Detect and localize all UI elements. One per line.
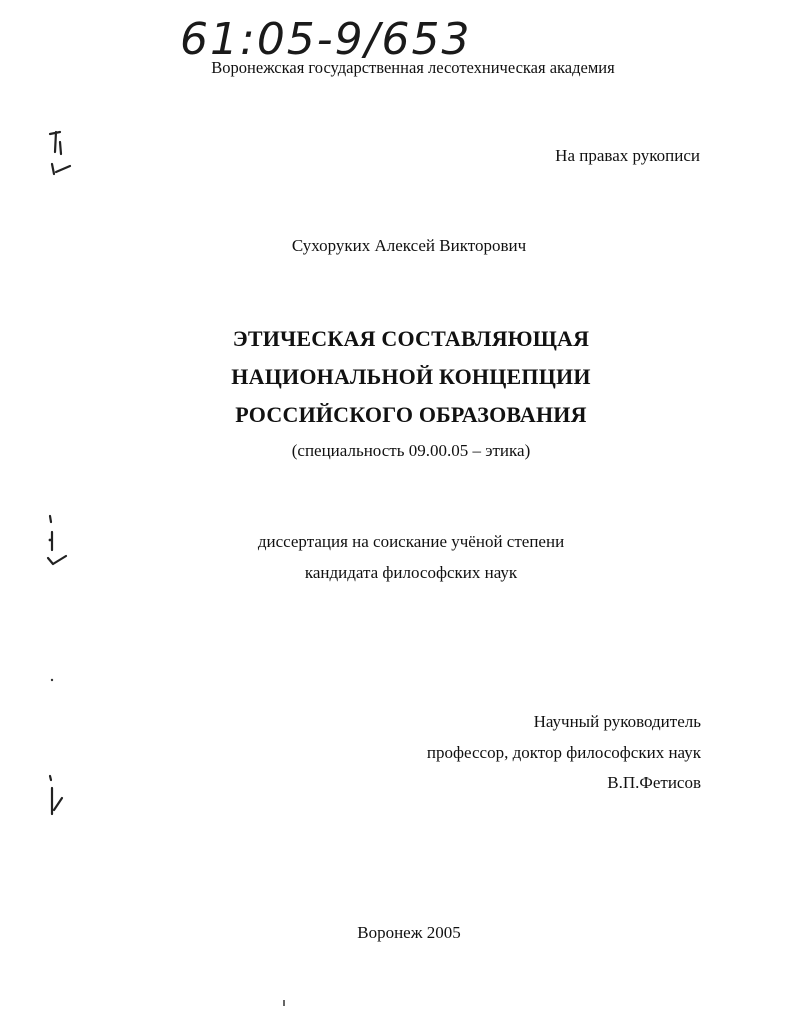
scan-dot-2 <box>280 998 288 1008</box>
institution-name: Воронежская государственная лесотехническая академия <box>211 58 615 77</box>
advisor-name: В.П.Фетисов <box>607 773 701 792</box>
scan-dot-1 <box>48 676 56 684</box>
dissertation-line-1: диссертация на соискание учёной степени <box>257 532 565 551</box>
city-year: Воронеж 2005 <box>357 923 461 942</box>
archive-code-text: 61:05-9/653 <box>180 14 472 65</box>
rights-notice: На правах рукописи <box>555 146 700 165</box>
title-line-1: ЭТИЧЕСКАЯ СОСТАВЛЯЮЩАЯ <box>232 326 590 351</box>
specialty-code: (специальность 09.00.05 – этика) <box>291 441 531 460</box>
margin-mark-3 <box>40 770 76 826</box>
advisor-role: Научный руководитель <box>533 712 701 731</box>
dissertation-line-2: кандидата философских наук <box>304 563 518 582</box>
margin-mark-1 <box>42 128 82 183</box>
advisor-rank: профессор, доктор философских наук <box>426 743 701 762</box>
author-name: Сухоруких Алексей Викторович <box>291 236 527 255</box>
title-line-3: РОССИЙСКОГО ОБРАЗОВАНИЯ <box>235 402 587 427</box>
margin-mark-2 <box>40 510 80 572</box>
title-line-2: НАЦИОНАЛЬНОЙ КОНЦЕПЦИИ <box>231 364 591 389</box>
